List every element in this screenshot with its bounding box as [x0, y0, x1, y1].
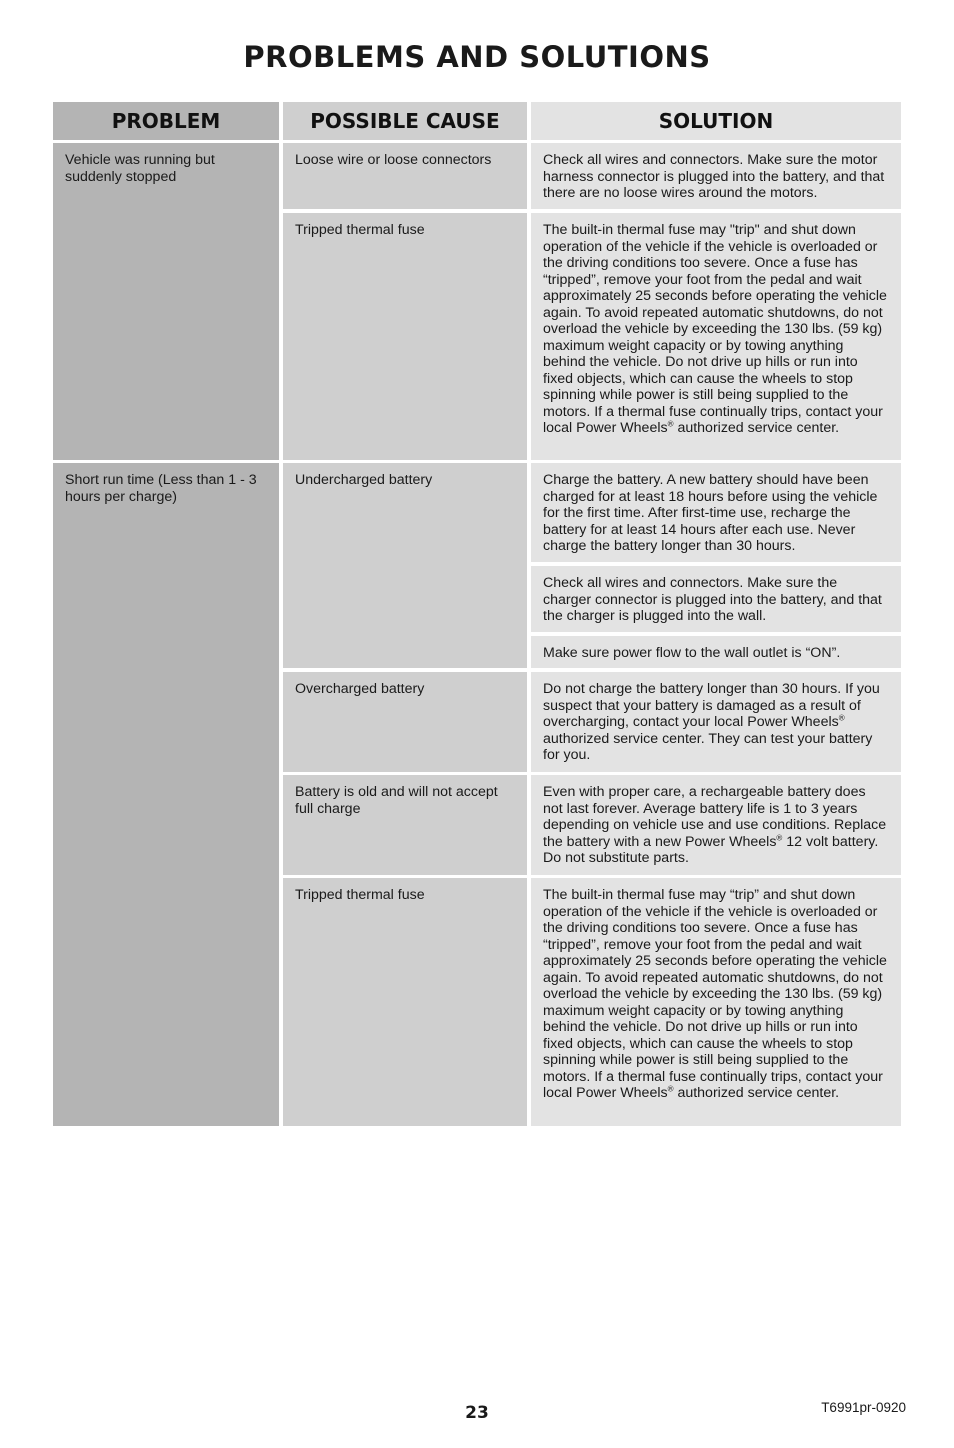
page-title: PROBLEMS AND SOLUTIONS [243, 40, 711, 74]
document-code: T6991pr-0920 [821, 1400, 906, 1415]
cause-text: Loose wire or loose connectors [295, 152, 492, 168]
cause-cell [283, 878, 527, 1126]
solution-cell [531, 213, 901, 460]
cause-text: Tripped thermal fuse [295, 887, 425, 903]
page-number: 23 [465, 1403, 489, 1423]
registered-mark: ® [776, 832, 783, 842]
solution-text-continued: 12 volt battery. Do not substitute parts. [543, 833, 879, 866]
solution-text: Even with proper care, a rechargeable battery does not last forever. Average battery life is 1 to 3 years depending on vehicle use and use conditions. Replace the battery with a new Power Wheels [543, 784, 887, 850]
solution-text: The built-in thermal fuse may “trip” and shut down operation of the vehicle if the vehicle is overloaded or the driving conditions too severe. Once a fuse has “tripped”, remove your foot from the pedal and wait approximately 25 seconds before operating the vehicle again. To avoid repeated automatic shutdowns, do not overload the vehicle by exceeding the 130 lbs. (59 kg) maximum weight capacity or by towing anything behind the vehicle. Do not drive up hills or run into fixed objects, which can cause the wheels to stop spinning while power is still being supplied to the motors. If a thermal fuse continually trips, contact your local Power Wheels [543, 887, 887, 1101]
cause-cell [283, 672, 527, 772]
solution-text: Charge the battery. A new battery should have been charged for at least 18 hours before using the vehicle for the first time. After first-time use, recharge the battery for at least 14 hours after each use. Never charge the battery longer than 30 hours. [543, 472, 878, 554]
solution-text: Make sure power flow to the wall outlet is “ON”. [543, 645, 841, 661]
registered-mark: ® [667, 419, 674, 429]
problem-text: Vehicle was running but suddenly stopped [65, 152, 215, 185]
solution-cell [531, 566, 901, 632]
problem-cell [53, 463, 279, 1126]
cause-text: Tripped thermal fuse [295, 222, 425, 238]
registered-mark: ® [667, 1084, 674, 1094]
header-problem: PROBLEM [53, 102, 279, 140]
solution-cell [531, 878, 901, 1126]
solution-cell [531, 463, 901, 562]
solution-cell [531, 672, 901, 772]
solution-cell [531, 636, 901, 668]
cause-text: Undercharged battery [295, 472, 433, 488]
registered-mark: ® [838, 713, 845, 723]
solution-text-continued: authorized service center. They can test your battery for you. [543, 730, 873, 763]
solution-text: Check all wires and connectors. Make sure the charger connector is plugged into the battery, and that the charger is plugged into the wall. [543, 575, 882, 624]
header-possible-cause: POSSIBLE CAUSE [283, 102, 527, 140]
cause-text: Overcharged battery [295, 681, 425, 697]
cause-cell [283, 775, 527, 875]
problem-cell [53, 143, 279, 460]
solution-text-continued: authorized service center. [673, 420, 840, 436]
solution-text: Do not charge the battery longer than 30 hours. If you suspect that your battery is damaged as a result of overcharging, contact your local Power Wheels [543, 681, 880, 730]
solution-text: The built-in thermal fuse may "trip" and shut down operation of the vehicle if the vehicle is overloaded or the driving conditions too severe. Once a fuse has “tripped”, remove your foot from the pedal and wait approximately 25 seconds before operating the vehicle again. To avoid repeated automatic shutdowns, do not overload the vehicle by exceeding the 130 lbs. (59 kg) maximum weight capacity or by towing anything behind the vehicle. Do not drive up hills or run into fixed objects, which can cause the wheels to stop spinning while power is still being supplied to the motors. If a thermal fuse continually trips, contact your local Power Wheels [543, 222, 887, 436]
solution-cell [531, 775, 901, 875]
cause-cell [283, 143, 527, 209]
problem-text: Short run time (Less than 1 - 3 hours per charge) [65, 472, 257, 505]
cause-cell [283, 213, 527, 460]
solution-text-continued: authorized service center. [673, 1085, 840, 1101]
header-solution: SOLUTION [531, 102, 901, 140]
cause-text: Battery is old and will not accept full charge [295, 784, 498, 817]
solution-cell [531, 143, 901, 209]
solution-text: Check all wires and connectors. Make sure the motor harness connector is plugged into the battery, and that there are no loose wires around the motors. [543, 152, 885, 201]
cause-cell [283, 463, 527, 668]
